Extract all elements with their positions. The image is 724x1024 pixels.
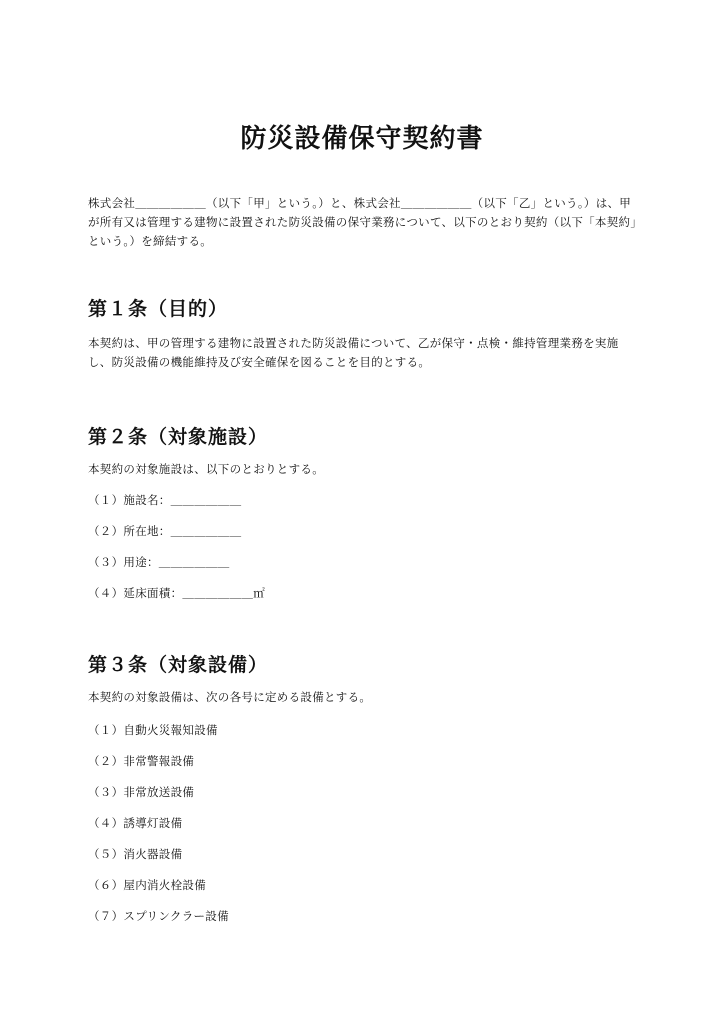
equipment-item: （１）自動火災報知設備 xyxy=(88,723,218,737)
equipment-item: （７）スプリンクラー設備 xyxy=(88,909,229,923)
equipment-item: （４）誘導灯設備 xyxy=(88,816,183,830)
facility-usage-item: （３）用途：＿＿＿＿＿＿ xyxy=(88,555,230,569)
equipment-item: （６）屋内消火栓設備 xyxy=(88,878,206,892)
article-2-body: 本契約の対象施設は、以下のとおりとする。 xyxy=(88,462,324,476)
document-title: 防災設備保守契約書 xyxy=(240,124,484,154)
facility-floor-area-item: （４）延床面積：＿＿＿＿＿＿㎡ xyxy=(88,586,265,600)
facility-name-item: （１）施設名：＿＿＿＿＿＿ xyxy=(88,493,242,507)
equipment-item: （５）消火器設備 xyxy=(88,847,183,861)
article-3-body: 本契約の対象設備は、次の各号に定める設備とする。 xyxy=(88,690,372,704)
article-2-heading: 第２条（対象施設） xyxy=(88,426,269,448)
article-1-body: 本契約は、甲の管理する建物に設置された防災設備について、乙が保守・点検・維持管理業務を実施し、防災設備の機能維持及び安全確保を図ることを目的とする。 xyxy=(88,336,619,369)
equipment-item: （３）非常放送設備 xyxy=(88,785,195,799)
article-1-heading: 第１条（目的） xyxy=(88,298,229,320)
intro-paragraph: 株式会社＿＿＿＿＿＿（以下「甲」という。）と、株式会社＿＿＿＿＿＿（以下「乙」という。）は、甲が所有又は管理する建物に設置された防災設備の保守業務について、以下のとおり契約（以下「本契約」という。）を締結する。 xyxy=(88,196,637,248)
facility-address-item: （２）所在地：＿＿＿＿＿＿ xyxy=(88,524,242,538)
equipment-item: （２）非常警報設備 xyxy=(88,754,195,768)
article-3-heading: 第３条（対象設備） xyxy=(88,654,269,676)
